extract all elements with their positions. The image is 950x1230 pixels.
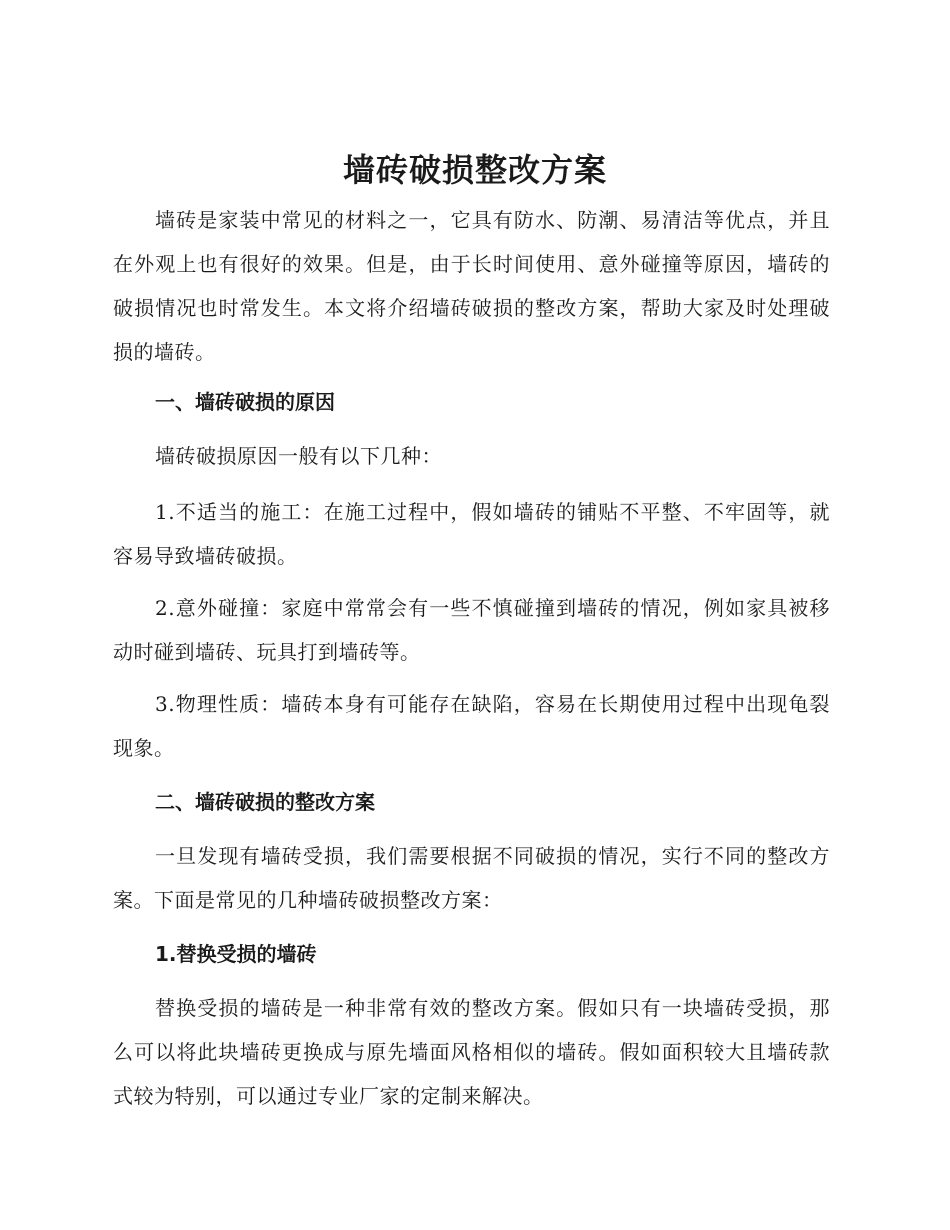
causes-lead-paragraph: 墙砖破损原因一般有以下几种： [155,444,442,468]
intro-paragraph: 墙砖是家装中常见的材料之一，它具有防水、防潮、易清洁等优点，并且在外观上也有很好的效果。但是，由于长时间使用、意外碰撞等原因，墙砖的破损情况也时常发生。本文将介绍墙砖破损的整改方案，帮助大家及时处理破损的墙砖。 [113,208,830,364]
subheading-replace-tiles: 1.替换受损的墙砖 [155,942,317,966]
section-heading-solutions: 二、墙砖破损的整改方案 [155,790,375,814]
cause-item-collision: 2.意外碰撞：家庭中常常会有一些不慎碰撞到墙砖的情况，例如家具被移动时碰到墙砖、玩具打到墙砖等。 [113,596,830,664]
section-heading-causes: 一、墙砖破损的原因 [155,390,335,414]
cause-item-construction: 1.不适当的施工：在施工过程中，假如墙砖的铺贴不平整、不牢固等，就容易导致墙砖破损。 [113,500,830,568]
cause-item-physical: 3.物理性质：墙砖本身有可能存在缺陷，容易在长期使用过程中出现龟裂现象。 [113,692,830,760]
document-title: 墙砖破损整改方案 [342,151,607,189]
replace-tiles-paragraph: 替换受损的墙砖是一种非常有效的整改方案。假如只有一块墙砖受损，那么可以将此块墙砖更换成与原先墙面风格相似的墙砖。假如面积较大且墙砖款式较为特别，可以通过专业厂家的定制来解决。 [113,996,830,1108]
solutions-lead-paragraph: 一旦发现有墙砖受损，我们需要根据不同破损的情况，实行不同的整改方案。下面是常见的几种墙砖破损整改方案： [113,844,830,912]
